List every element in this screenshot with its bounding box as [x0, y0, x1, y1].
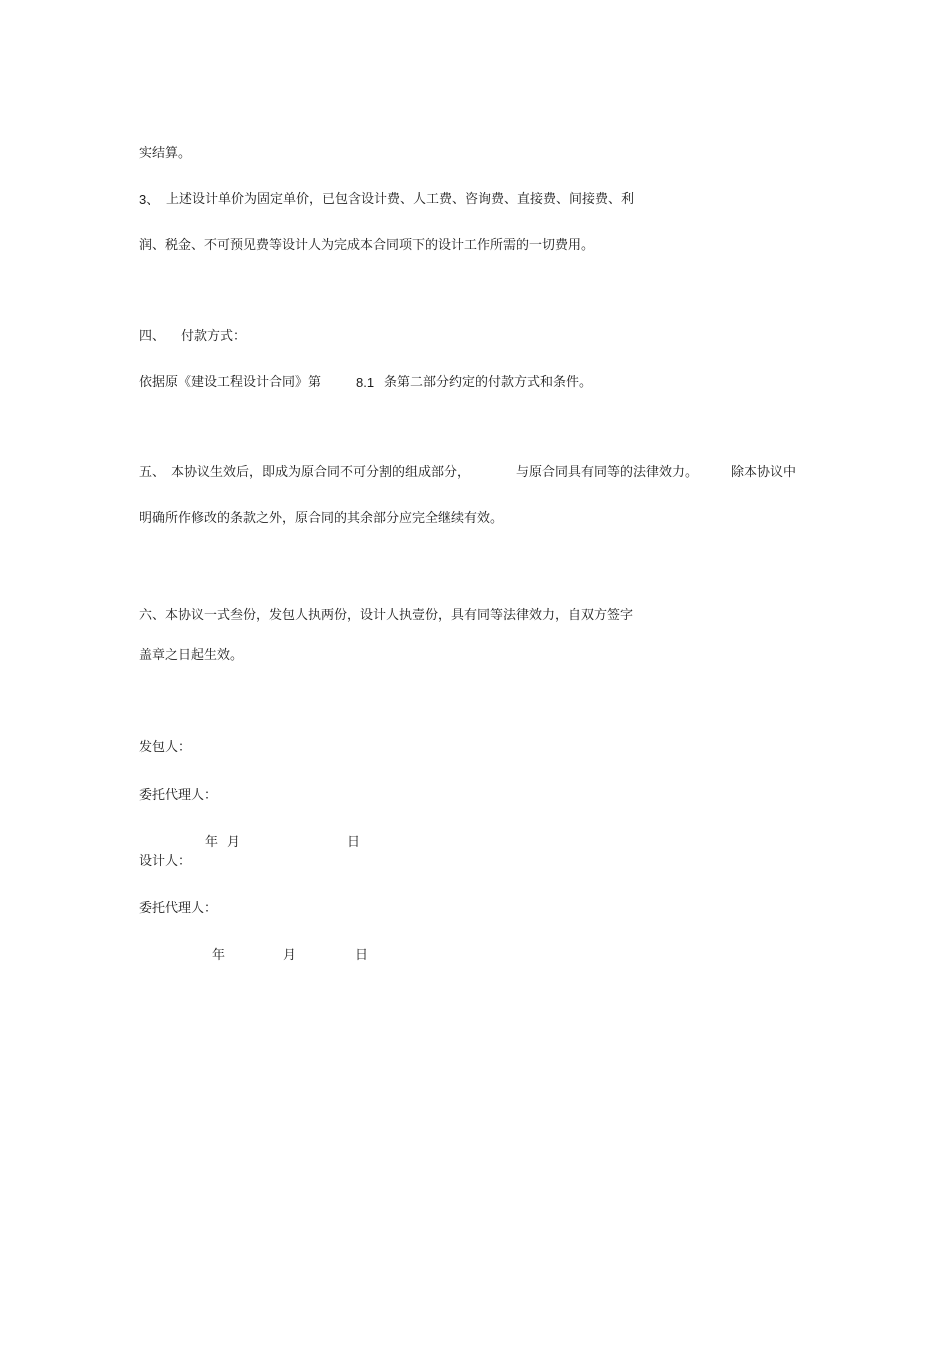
section-4-body-part-2: 条第二部分约定的付款方式和条件。 — [384, 375, 593, 390]
item-3-text-line-2: 润、税金、不可预见费等设计人为完成本合同项下的设计工作所需的一切费用。 — [139, 238, 595, 253]
employer-agent-label: 委托代理人： — [139, 788, 218, 803]
designer-label: 设计人： — [139, 854, 192, 869]
designer-date-month: 月 — [283, 948, 297, 963]
employer-date-year: 年 — [205, 835, 219, 850]
item-3-text-line-1: 上述设计单价为固定单价，已包含设计费、人工费、咨询费、直接费、间接费、利 — [166, 192, 635, 207]
section-5-line-2: 明确所作修改的条款之外，原合同的其余部分应完全继续有效。 — [139, 511, 504, 526]
section-4-body-part-1: 依据原《建设工程设计合同》第 — [139, 375, 322, 390]
employer-label: 发包人： — [139, 740, 192, 755]
section-6-line-2: 盖章之日起生效。 — [139, 648, 244, 663]
section-4-number: 四、 — [139, 329, 166, 344]
continuation-line: 实结算。 — [139, 146, 192, 161]
section-5-part-3: 除本协议中 — [731, 465, 797, 480]
section-4-clause-number: 8.1 — [356, 375, 375, 390]
section-6-line-1: 六、本协议一式叁份，发包人执两份，设计人执壹份，具有同等法律效力，自双方签字 — [139, 608, 634, 623]
section-5-part-2: 与原合同具有同等的法律效力。 — [516, 465, 699, 480]
employer-date-month: 月 — [227, 835, 241, 850]
item-3-number: 3、 — [139, 192, 160, 207]
section-5-part-1: 本协议生效后，即成为原合同不可分割的组成部分， — [171, 465, 471, 480]
section-4-heading: 付款方式： — [181, 329, 247, 344]
designer-agent-label: 委托代理人： — [139, 901, 218, 916]
designer-date-year: 年 — [212, 948, 226, 963]
designer-date-day: 日 — [355, 948, 369, 963]
employer-date-day: 日 — [347, 835, 361, 850]
section-5-number: 五、 — [139, 465, 166, 480]
